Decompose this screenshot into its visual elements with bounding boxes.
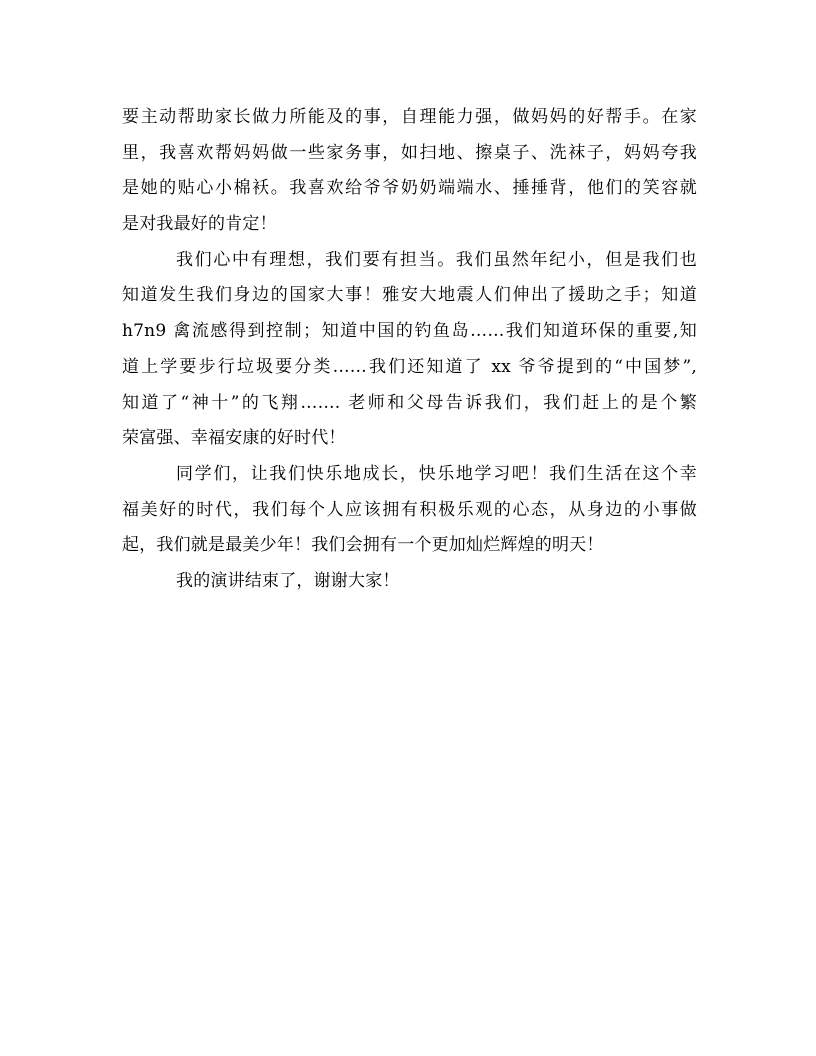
paragraph-4 — [122, 564, 697, 600]
text-line: 是她的贴心小棉袄。我喜欢给爷爷奶奶端端水、捶捶背，他们的笑容就 — [122, 178, 697, 199]
text-line: 知道了“神十”的飞翔……. 老师和父母告诉我们，我们赶上的是个繁 — [122, 392, 697, 413]
document-body — [122, 100, 697, 600]
text-line: 道上学要步行垃圾要分类……我们还知道了 xx 爷爷提到的“中国梦”, — [122, 356, 697, 377]
text-line: 起，我们就是最美少年！我们会拥有一个更加灿烂辉煌的明天！ — [122, 535, 604, 556]
text-line: 荣富强、幸福安康的好时代！ — [122, 428, 346, 449]
paragraph-1 — [122, 100, 697, 243]
text-line: 同学们，让我们快乐地成长，快乐地学习吧！我们生活在这个幸 — [176, 463, 697, 484]
text-line: 知道发生我们身边的国家大事！雅安大地震人们伸出了援助之手；知道 — [122, 285, 697, 306]
paragraph-2 — [122, 243, 697, 457]
text-line: 我们心中有理想，我们要有担当。我们虽然年纪小，但是我们也 — [176, 249, 697, 270]
text-line: 里，我喜欢帮妈妈做一些家务事，如扫地、擦桌子、洗袜子，妈妈夸我 — [122, 142, 697, 163]
text-line: 我的演讲结束了，谢谢大家！ — [176, 570, 400, 591]
paragraph-3 — [122, 457, 697, 564]
text-line: 要主动帮助家长做力所能及的事，自理能力强，做妈妈的好帮手。在家 — [122, 107, 697, 127]
text-line: 福美好的时代，我们每个人应该拥有积极乐观的心态，从身边的小事做 — [122, 499, 697, 520]
text-line: h7n9 禽流感得到控制；知道中国的钓鱼岛……我们知道环保的重要,知 — [122, 321, 697, 342]
text-line: 是对我最好的肯定！ — [122, 214, 277, 235]
